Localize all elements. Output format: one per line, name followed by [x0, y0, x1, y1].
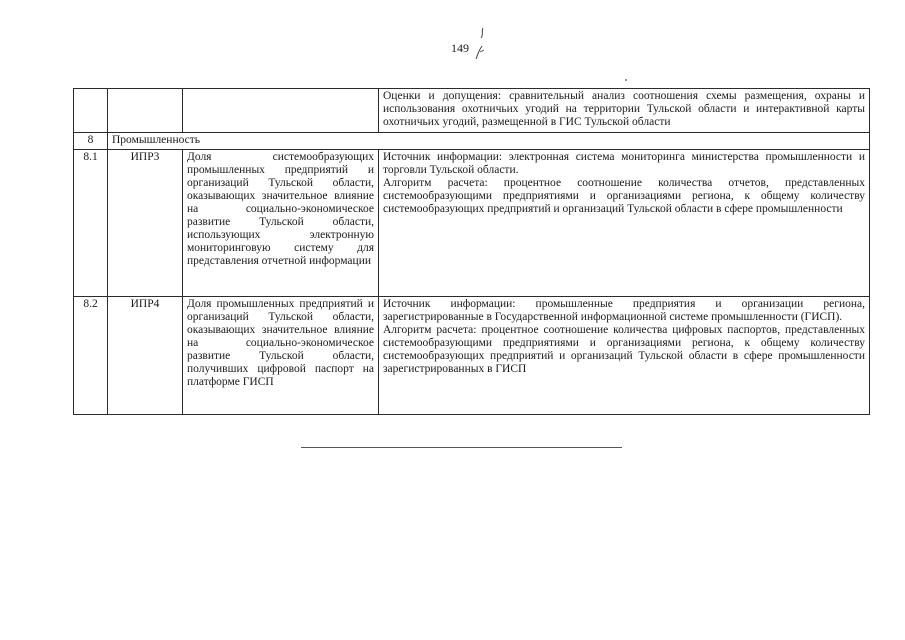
cell-empty — [108, 89, 183, 133]
continuation-row — [74, 89, 870, 133]
indicator-description — [379, 297, 870, 415]
indicator-table — [73, 88, 870, 415]
cell-empty — [183, 89, 379, 133]
page-number: 149 — [451, 41, 469, 55]
source-text: Источник информации: промышленные предприятия и организации региона, зарегистрированные в Государственной информационной системе промышленности (ГИСП). — [383, 298, 865, 323]
section-number: 8 — [74, 133, 108, 150]
table-row — [74, 297, 870, 415]
handwritten-mark — [472, 26, 490, 62]
source-text: Источник информации: электронная система мониторинга министерства промышленности и торговли Тульской области. — [383, 151, 865, 176]
row-number: 8.1 — [74, 150, 108, 297]
section-title: Промышленность — [108, 133, 870, 150]
algorithm-text: Алгоритм расчета: процентное соотношение количества цифровых паспортов, представленных системообразующими предприятиями и организациями региона, к общему количеству системообразующих предприятий и организаций Тульской области в сфере промышленности зарегистрированных в ГИСП — [383, 324, 865, 375]
row-number: 8.2 — [74, 297, 108, 415]
indicator-name: Доля промышленных предприятий и организаций Тульской области, оказывающих значительное влияние на социально-экономическое развитие Тульской области, получивших цифровой паспорт на платформе ГИСП — [183, 297, 379, 415]
indicator-code: ИПР3 — [108, 150, 183, 297]
section-row — [74, 133, 870, 150]
cell-empty — [74, 89, 108, 133]
algorithm-text: Алгоритм расчета: процентное соотношение количества отчетов, представленных системообразующими предприятиями и организациями региона, к общему количеству системообразующих предприятий и организаций Тульской области в сфере промышленности — [383, 177, 865, 215]
scan-speck — [625, 79, 627, 81]
table-row — [74, 150, 870, 297]
assumptions-text: Оценки и допущения: сравнительный анализ соотношения схемы размещения, охраны и использования охотничьих угодий на территории Тульской области и интерактивной карты охотничьих угодий, размещенной в ГИС Тульской области — [379, 89, 870, 133]
indicator-code: ИПР4 — [108, 297, 183, 415]
indicator-name: Доля системообразующих промышленных предприятий и организаций Тульской области, оказывающих значительное влияние на социально-экономическое развитие Тульской области, использующих электронную мониторинговую систему для представления отчетной информации — [183, 150, 379, 297]
indicator-description — [379, 150, 870, 297]
footer-divider — [301, 447, 622, 448]
